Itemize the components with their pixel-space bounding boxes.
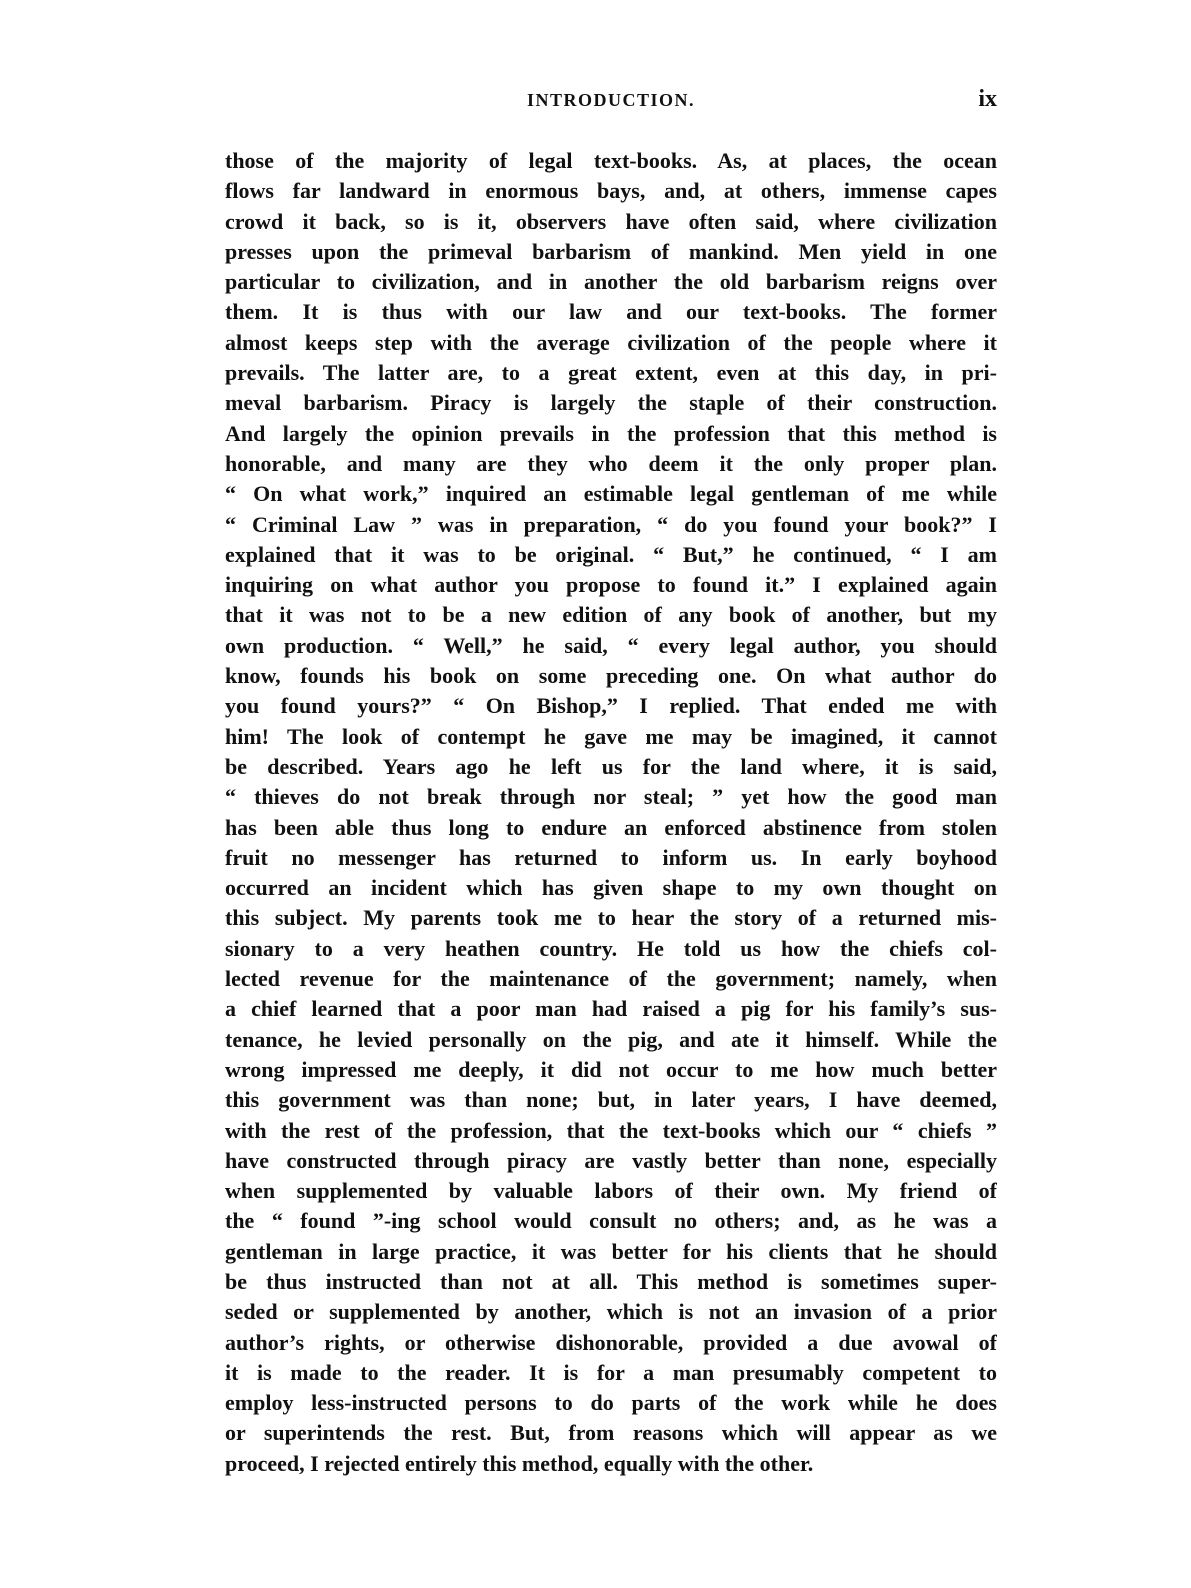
text-line: particular to civilization, and in another the old barbarism reigns over xyxy=(225,269,997,295)
text-line: explained that it was to be original. “ But,” he continued, “ I am xyxy=(225,541,997,567)
text-line: occurred an incident which has given shape to my own thought on xyxy=(225,875,997,901)
text-line: it is made to the reader. It is for a man presumably competent to xyxy=(225,1359,997,1385)
text-line: lected revenue for the maintenance of the government; namely, when xyxy=(225,966,997,992)
text-line: And largely the opinion prevails in the profession that this method is xyxy=(225,420,997,446)
text-line: gentleman in large practice, it was better for his clients that he should xyxy=(225,1238,997,1264)
text-line: “ thieves do not break through nor steal; ” yet how the good man xyxy=(225,784,997,810)
text-line: author’s rights, or otherwise dishonorable, provided a due avowal of xyxy=(225,1329,997,1355)
text-line: when supplemented by valuable labors of their own. My friend of xyxy=(225,1178,997,1204)
text-line: this subject. My parents took me to hear the story of a returned mis- xyxy=(225,905,997,931)
text-line: wrong impressed me deeply, it did not occur to me how much better xyxy=(225,1056,997,1082)
text-line: be thus instructed than not at all. This method is sometimes super- xyxy=(225,1268,997,1294)
text-line: be described. Years ago he left us for the land where, it is said, xyxy=(225,753,997,779)
text-line: have constructed through piracy are vastly better than none, especially xyxy=(225,1147,997,1173)
text-line: “ On what work,” inquired an estimable legal gentleman of me while xyxy=(225,481,997,507)
text-line: “ Criminal Law ” was in preparation, “ do you found your book?” I xyxy=(225,511,997,537)
text-line: that it was not to be a new edition of any book of another, but my xyxy=(225,602,997,628)
text-line: with the rest of the profession, that the text-books which our “ chiefs ” xyxy=(225,1117,997,1143)
text-line: him! The look of contempt he gave me may be imagined, it cannot xyxy=(225,723,997,749)
text-line: or superintends the rest. But, from reasons which will appear as we xyxy=(225,1420,997,1446)
text-line: you found yours?” “ On Bishop,” I replied. That ended me with xyxy=(225,693,997,719)
text-line: proceed, I rejected entirely this method, equally with the other. xyxy=(225,1450,814,1476)
text-line: fruit no messenger has returned to inform us. In early boyhood xyxy=(225,844,997,870)
text-line: them. It is thus with our law and our text-books. The former xyxy=(225,299,997,325)
text-line: almost keeps step with the average civilization of the people where it xyxy=(225,329,997,355)
running-title: INTRODUCTION. xyxy=(526,90,696,110)
body-text xyxy=(225,146,997,1479)
text-line: crowd it back, so is it, observers have often said, where civilization xyxy=(225,208,997,234)
text-line: meval barbarism. Piracy is largely the staple of their construction. xyxy=(225,390,997,416)
text-line: the “ found ”-ing school would consult no others; and, as he was a xyxy=(225,1208,997,1234)
text-line: those of the majority of legal text-books. As, at places, the ocean xyxy=(225,148,997,173)
text-line: sionary to a very heathen country. He told us how the chiefs col- xyxy=(225,935,997,961)
text-line: tenance, he levied personally on the pig, and ate it himself. While the xyxy=(225,1026,997,1052)
running-head xyxy=(225,86,997,120)
text-line: presses upon the primeval barbarism of mankind. Men yield in one xyxy=(225,238,997,264)
text-line: employ less-instructed persons to do parts of the work while he does xyxy=(225,1390,997,1416)
text-line: prevails. The latter are, to a great extent, even at this day, in pri- xyxy=(225,360,997,386)
text-line: seded or supplemented by another, which is not an invasion of a prior xyxy=(225,1299,997,1325)
text-line: inquiring on what author you propose to found it.” I explained again xyxy=(225,572,997,598)
text-line: know, founds his book on some preceding one. On what author do xyxy=(225,663,997,689)
text-line: this government was than none; but, in later years, I have deemed, xyxy=(225,1087,997,1113)
text-line: own production. “ Well,” he said, “ every legal author, you should xyxy=(225,632,997,658)
text-line: honorable, and many are they who deem it the only proper plan. xyxy=(225,450,997,476)
text-line: flows far landward in enormous bays, and, at others, immense capes xyxy=(225,178,997,204)
page-number: ix xyxy=(978,86,997,112)
text-line: a chief learned that a poor man had raised a pig for his family’s sus- xyxy=(225,996,997,1022)
text-line: has been able thus long to endure an enforced abstinence from stolen xyxy=(225,814,997,840)
